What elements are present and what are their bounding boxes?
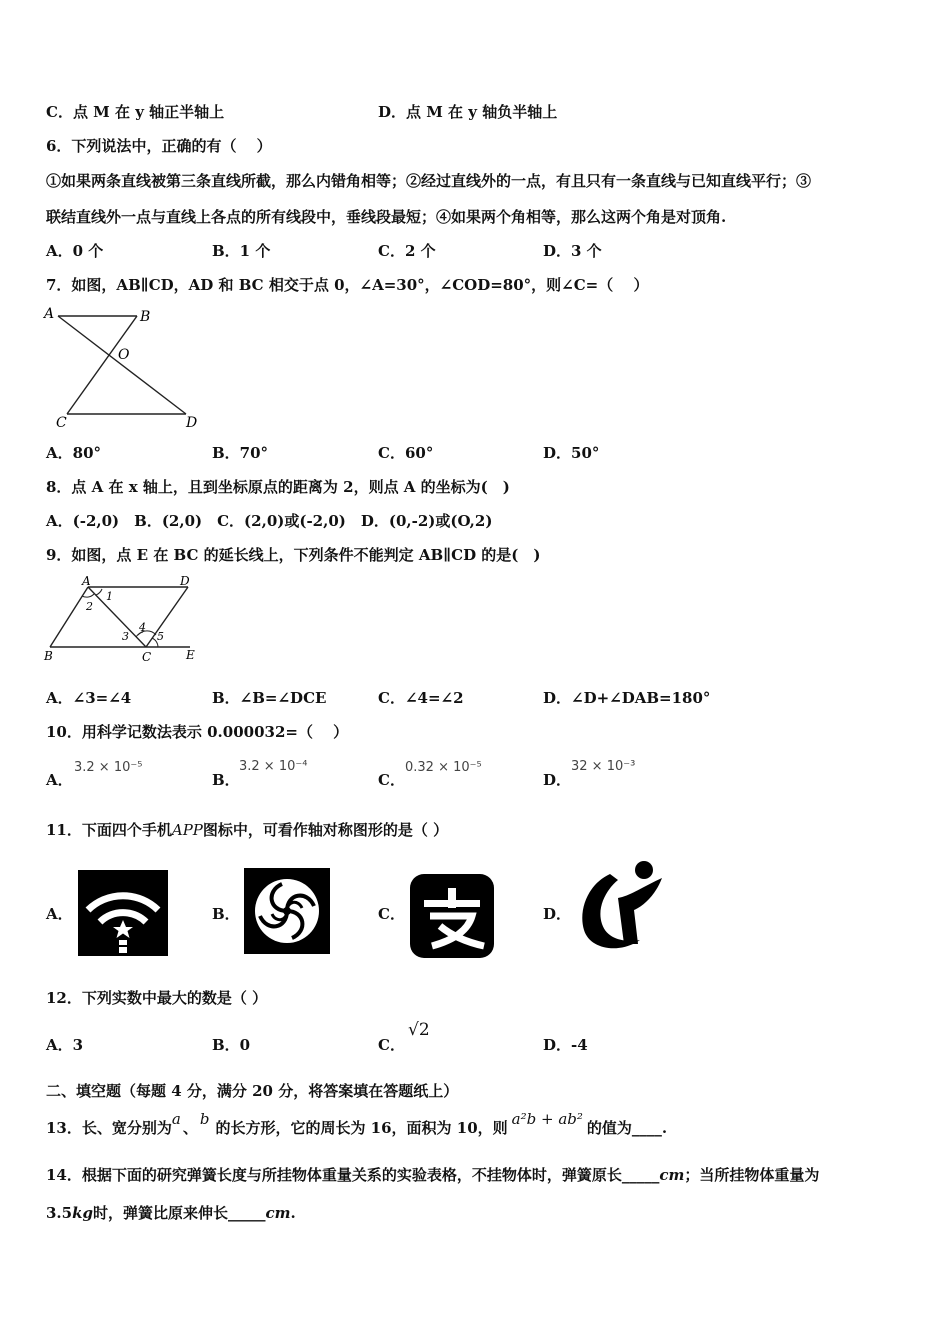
q9-angle-5: 5 (157, 630, 164, 643)
q13-var-b: b (199, 1110, 210, 1128)
q9-angle-1: 1 (106, 590, 113, 603)
q7-label-b: B (140, 309, 151, 325)
q8-options: A．(-2,0) B．(2,0) C．(2,0)或(-2,0) D．(0,-2)或(O,2) (46, 512, 493, 530)
q14-unit-cm-2: cm (265, 1204, 291, 1222)
q5-option-c: C．点 M 在 y 轴正半轴上 (46, 103, 225, 121)
q7-option-d: D．50° (543, 444, 600, 462)
section2-title: 二、填空题（每题 4 分，满分 20 分，将答案填在答题纸上） (46, 1082, 459, 1100)
alipay-app-icon (410, 874, 494, 958)
q6-option-d: D．3 个 (543, 242, 602, 260)
q14-line1-post: ；当所挂物体重量为 (684, 1166, 820, 1184)
q14-line1 (46, 1165, 819, 1185)
q7-option-b: B．70° (212, 444, 269, 462)
q9-label-e: E (186, 648, 195, 662)
q9-option-d: D．∠D+∠DAB=180° (543, 689, 711, 707)
q13-pre: 13．长、宽分别为 (46, 1119, 172, 1137)
swirl-app-icon (244, 868, 330, 954)
q6-body-line1: ①如果两条直线被第三条直线所截，那么内错角相等；②经过直线外的一点，有且只有一条直线与已知直线平行；③ (46, 172, 812, 190)
q10-option-b-value: 3.2 × 10⁻⁴ (239, 759, 308, 774)
q6-body-line2: 联结直线外一点与直线上各点的所有线段中，垂线段最短；④如果两个角相等，那么这两个角是对顶角. (46, 208, 727, 226)
q9-label-b: B (44, 649, 53, 663)
q9-stem: 9．如图，点 E 在 BC 的延长线上，下列条件不能判定 AB∥CD 的是( ) (46, 546, 541, 564)
q12-option-b: B．0 (212, 1036, 251, 1054)
q8-stem: 8．点 A 在 x 轴上，且到坐标原点的距离为 2，则点 A 的坐标为( ) (46, 478, 510, 496)
q7-label-c: C (56, 415, 67, 431)
q14-line1-pre: 14．根据下面的研究弹簧长度与所挂物体重量关系的实验表格，不挂物体时，弹簧原长_____ (46, 1166, 660, 1184)
q10-option-d-value: 32 × 10⁻³ (571, 759, 636, 774)
q6-option-b: B．1 个 (212, 242, 271, 260)
q14-line2-post: . (290, 1204, 296, 1222)
q12-option-c: C． (378, 1036, 405, 1054)
q10-option-a-letter: A． (46, 771, 73, 789)
q9-option-c: C．∠4=∠2 (378, 689, 464, 707)
q10-option-b-letter: B． (212, 771, 240, 789)
q11-option-c-letter: C． (378, 905, 405, 923)
q10-option-c-letter: C． (378, 771, 405, 789)
q11-stem (46, 820, 448, 840)
q9-angle-3: 3 (122, 630, 129, 643)
q12-option-c-sqrt: √2 (408, 1020, 430, 1040)
q5-option-d: D．点 M 在 y 轴负半轴上 (378, 103, 558, 121)
q13-var-a: a (171, 1110, 181, 1128)
q7-option-c: C．60° (378, 444, 434, 462)
q7-option-a: A．80° (46, 444, 102, 462)
q9-angle-4: 4 (139, 621, 146, 634)
q7-stem: 7．如图，AB∥CD，AD 和 BC 相交于点 0，∠A=30°，∠COD=80°，则∠C=（ ） (46, 276, 649, 294)
q14-line2-mid: 时，弹簧比原来伸长_____ (93, 1204, 266, 1222)
q11-option-a-letter: A． (46, 905, 73, 923)
q6-stem: 6．下列说法中，正确的有（ ） (46, 137, 272, 155)
wifi-app-icon (78, 870, 168, 956)
q7-label-a: A (44, 306, 55, 322)
q14-line2 (46, 1203, 296, 1223)
q13-text (46, 1110, 668, 1138)
q9-option-b: B．∠B=∠DCE (212, 689, 327, 707)
q14-unit-cm-1: cm (659, 1166, 685, 1184)
q13-expr: a²b + ab² (511, 1110, 583, 1128)
q7-figure (40, 302, 210, 432)
q14-line2-pre: 3.5 (46, 1204, 73, 1222)
q9-angle-2: 2 (86, 600, 93, 613)
q10-option-d-letter: D． (543, 771, 572, 789)
q9-option-a: A．∠3=∠4 (46, 689, 132, 707)
q9-figure (40, 572, 210, 664)
q9-label-a: A (82, 574, 91, 588)
q7-label-d: D (186, 415, 198, 431)
q11-stem-app: APP (171, 821, 203, 839)
q7-label-o: O (118, 347, 130, 363)
q10-option-a-value: 3.2 × 10⁻⁵ (74, 760, 143, 775)
q10-option-c-value: 0.32 × 10⁻⁵ (405, 760, 482, 775)
q11-stem-pre: 11．下面四个手机 (46, 821, 172, 839)
q13-sep: 、 (182, 1119, 198, 1137)
q11-option-d-letter: D． (543, 905, 572, 923)
figure-app-icon (578, 858, 668, 954)
q12-option-d: D．-4 (543, 1036, 588, 1054)
q11-option-b-letter: B． (212, 905, 240, 923)
q12-option-a: A．3 (46, 1036, 84, 1054)
q11-stem-post: 图标中，可看作轴对称图形的是（ ） (202, 821, 449, 839)
q13-post: 的值为____. (586, 1119, 668, 1137)
q10-stem: 10．用科学记数法表示 0.000032=（ ） (46, 723, 349, 741)
q9-label-c: C (142, 650, 152, 664)
q13-mid: 的长方形，它的周长为 16，面积为 10，则 (215, 1119, 508, 1137)
q6-option-a: A．0 个 (46, 242, 104, 260)
q14-unit-kg: kg (72, 1204, 93, 1222)
q6-option-c: C．2 个 (378, 242, 436, 260)
q9-label-d: D (180, 574, 190, 588)
q12-stem: 12．下列实数中最大的数是（ ） (46, 989, 268, 1007)
